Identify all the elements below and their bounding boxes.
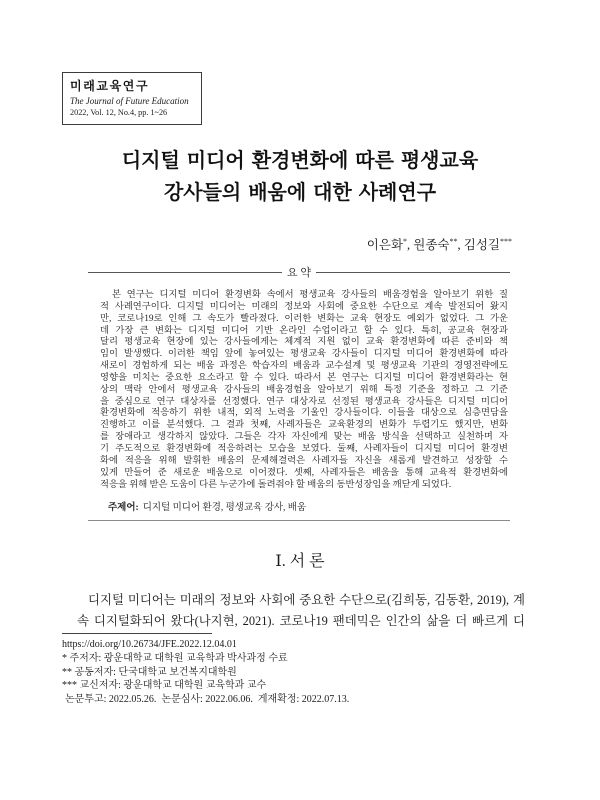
author-name: 원종숙 <box>413 238 450 252</box>
abstract-heading-label: 요 약 <box>287 267 312 279</box>
keywords-label: 주제어: <box>108 503 139 513</box>
keywords-value: 디지털 미디어 환경, 평생교육 강사, 배움 <box>142 503 307 513</box>
author-separator: , <box>457 238 464 252</box>
author-separator: , <box>407 238 414 252</box>
footnote-corresponding-author: *** 교신저자: 광운대학교 대학원 교육학과 교수 <box>62 680 267 692</box>
abstract-line: 영향을 미치는 중요한 요소라고 할 수 있다. 따라서 본 연구는 디지털 미디어 환경변화라는 현 <box>100 372 508 383</box>
abstract-line: 만, 코로나19로 인해 그 속도가 빨라졌다. 이러한 변화는 교육 현장도 예외가 없었다. 그 가운 <box>100 313 508 324</box>
abstract-line: 을 중심으로 연구 대상자를 선정했다. 연구 대상자로 선정된 평생교육 강사들은 디지털 미디어 <box>100 396 508 407</box>
abstract-line: 진행하고 이를 분석했다. 그 결과 첫째, 사례자들은 교육환경의 변화가 두렵기도 했지만, 변화 <box>100 420 508 431</box>
body-line: 디지털 미디어는 미래의 정보와 사회에 중요한 수단으로(김희동, 김동환, 2019), 계 <box>88 593 525 607</box>
journal-header-box <box>62 72 202 125</box>
abstract-line: 새로이 경험하게 되는 배움 과정은 학습자의 배움과 교수설계 및 평생교육 기관의 경영전략에도 <box>100 361 508 372</box>
author-footnote-mark: * <box>403 237 408 246</box>
author-byline <box>367 237 512 253</box>
footnote-separator <box>62 633 212 634</box>
doi-link[interactable]: https://doi.org/10.26734/JFE.2022.12.04.01 <box>62 639 237 650</box>
author-name: 이은화 <box>366 238 404 252</box>
abstract-body <box>100 290 508 491</box>
abstract-line: 를 장애라고 생각하지 않았다. 그들은 각자 자신에게 맞는 배움 방식을 선택하고 실천하며 자 <box>100 432 508 443</box>
journal-citation: 2022, Vol. 12, No.4, pp. 1~26 <box>70 108 168 117</box>
author-name: 김성길 <box>463 238 500 252</box>
abstract-line: 화에 적응을 위해 발휘한 배움의 문제해결력은 사례자들 자신을 새롭게 발견하고 성장할 수 <box>100 455 508 466</box>
article-title <box>0 144 600 208</box>
author-footnote-mark: *** <box>500 237 512 246</box>
abstract-line: 달리 평생교육 현장에 있는 강사들에게는 체계적 지원 없이 교육 환경변화에 따른 준비와 책 <box>100 337 508 348</box>
abstract-line: 있게 만들어 준 새로운 배움으로 이어졌다. 셋째, 사례자들은 배움을 통해 교육적 환경변화에 <box>100 467 508 478</box>
abstract-line: 상의 맥락 안에서 평생교육 강사들의 배움경험을 알아보기 위해 특정 기준을 정하고 그 기준 <box>100 384 508 395</box>
abstract-heading <box>88 264 510 280</box>
footnote-main-author: * 주저자: 광운대학교 대학원 교육학과 박사과정 수료 <box>62 652 288 664</box>
submission-dates: 논문투고: 2022.05.26. 논문심사: 2022.06.06. 게재확정: 2022.07.13. <box>65 694 350 706</box>
abstract-heading-rule-left <box>88 272 282 273</box>
section-heading-introduction: Ⅰ. 서 론 <box>275 553 325 570</box>
abstract-line: 기 주도적으로 환경변화에 적응하려는 모습을 보였다. 둘째, 사례자들이 디지털 미디어 환경변 <box>100 443 508 454</box>
journal-title-korean: 미래교육연구 <box>70 79 150 93</box>
footnote-co-author: ** 공동저자: 단국대학교 보건복지대학원 <box>62 666 237 678</box>
article-title-line: 강사들의 배움에 대한 사례연구 <box>163 180 437 204</box>
body-line: 속 디지털화되어 왔다(나지현, 2021). 코로나19 팬데믹은 인간의 삶을 더 빠르게 디 <box>77 614 525 628</box>
abstract-line: 환경변화에 적응하기 위한 내적, 외적 노력을 기울인 강사들이다. 이들을 대상으로 심층면담을 <box>100 408 508 419</box>
footnotes <box>62 638 532 707</box>
abstract-bottom-rule <box>88 520 510 521</box>
author-footnote-mark: ** <box>449 237 458 246</box>
abstract-line: 적 사례연구이다. 디지털 미디어는 미래의 정보와 사회에 중요한 수단으로 계속 발전되어 왔지 <box>100 301 508 312</box>
journal-title-english: The Journal of Future Education <box>70 96 189 106</box>
keywords-line <box>108 502 508 514</box>
abstract-line: 본 연구는 디지털 미디어 환경변화 속에서 평생교육 강사들의 배움경험을 알아보기 위한 질 <box>112 290 508 300</box>
doi-line <box>62 638 532 652</box>
abstract-line: 임이 발생했다. 이러한 책임 앞에 놓여있는 평생교육 강사들이 디지털 미디어 환경변화에 따라 <box>100 349 508 360</box>
abstract-line: 데 가장 큰 변화는 디지털 미디어 기반 온라인 수업이라고 할 수 있다. 특히, 공교육 현장과 <box>100 325 508 336</box>
introduction-body <box>77 590 525 632</box>
article-title-line: 디지털 미디어 환경변화에 따른 평생교육 <box>121 148 479 172</box>
abstract-line: 적응을 위해 받은 도움이 다른 누군가에 돌려줘야 할 배움의 동반성장임을 깨닫게 되었다. <box>100 479 452 490</box>
abstract-heading-rule-right <box>316 272 510 273</box>
